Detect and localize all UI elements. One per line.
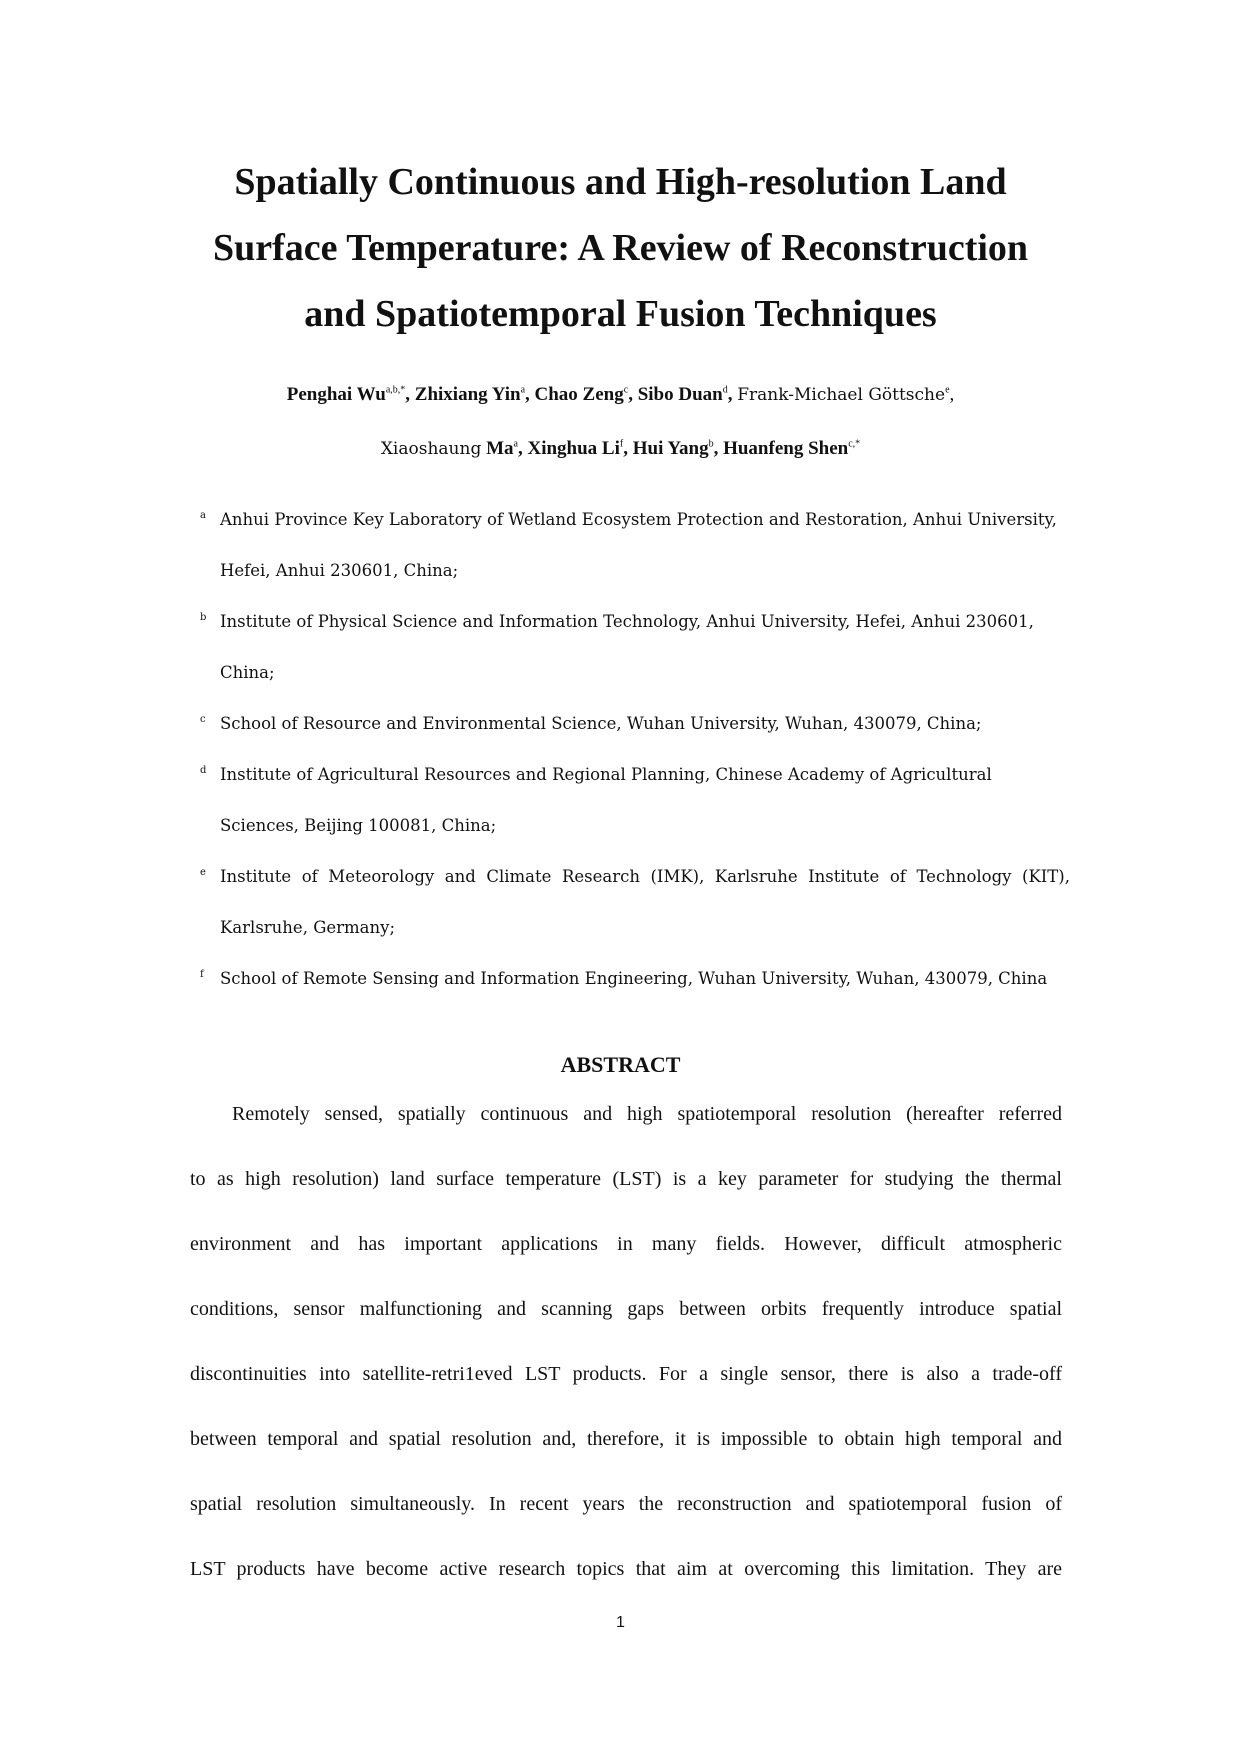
author-sup: c,* (848, 438, 861, 450)
affiliation-mark: b (200, 612, 207, 623)
abstract-line: between temporal and spatial resolution and, therefore, it is impossible to obtain high temporal and (190, 1428, 1062, 1450)
affiliation-text: Institute of Physical Science and Information Technology, Anhui University, Hefei, Anhui 230601, (220, 612, 1034, 631)
title-line-1: Spatially Continuous and High-resolution Land (234, 161, 1007, 203)
affiliation-text: China; (220, 663, 275, 682)
abstract-line: LST products have become active research topics that aim at overcoming this limitation. They are (190, 1558, 1062, 1580)
affiliation-mark: a (200, 510, 206, 521)
author-sup: b (708, 438, 714, 450)
author-sup: a (513, 438, 518, 450)
abstract-line: spatial resolution simultaneously. In recent years the reconstruction and spatiotemporal fusion of (190, 1493, 1062, 1515)
abstract-heading: ABSTRACT (560, 1052, 681, 1077)
author: Chao Zeng (534, 384, 624, 405)
page-number: 1 (616, 1614, 625, 1631)
author: Sibo Duan (637, 384, 723, 405)
affiliation-text: Anhui Province Key Laboratory of Wetland Ecosystem Protection and Restoration, Anhui University, (220, 510, 1057, 529)
title-line-2: Surface Temperature: A Review of Reconstruction (212, 227, 1029, 269)
author: Xiaoshaung (380, 439, 482, 459)
abstract-line: Remotely sensed, spatially continuous and high spatiotemporal resolution (hereafter referred (232, 1103, 1062, 1125)
affiliation-mark: c (200, 714, 206, 725)
affiliation-text: Karlsruhe, Germany; (220, 918, 396, 937)
affiliation-text: Institute of Agricultural Resources and Regional Planning, Chinese Academy of Agricultural (220, 765, 992, 784)
author: Penghai Wu (286, 384, 386, 405)
author: Xinghua Li (527, 438, 620, 459)
affiliation-mark: e (200, 867, 206, 878)
author: Hui Yang (632, 438, 709, 459)
affiliation-text: School of Remote Sensing and Information Engineering, Wuhan University, Wuhan, 430079, China (220, 969, 1048, 988)
affiliation-text: Hefei, Anhui 230601, China; (220, 561, 459, 580)
author: Huanfeng Shen (723, 438, 849, 459)
affiliation-text: Sciences, Beijing 100081, China; (220, 816, 497, 835)
affiliation-text: Institute of Meteorology and Climate Research (IMK), Karlsruhe Institute of Technology (KIT), (220, 867, 1070, 886)
author-sup: c (623, 384, 629, 396)
author: Ma (486, 438, 514, 459)
title-line-3: and Spatiotemporal Fusion Techniques (304, 293, 937, 335)
abstract-line: environment and has important applications in many fields. However, difficult atmospheric (190, 1233, 1062, 1255)
affiliation-mark: d (200, 765, 207, 776)
author-sup: a (520, 384, 526, 396)
author: Zhixiang Yin (414, 384, 521, 405)
author-sup: e (945, 384, 950, 396)
abstract-line: conditions, sensor malfunctioning and scanning gaps between orbits frequently introduce spatial (190, 1298, 1062, 1320)
author-sup: a,b,* (385, 384, 406, 396)
abstract-line: to as high resolution) land surface temperature (LST) is a key parameter for studying the thermal (190, 1168, 1062, 1190)
abstract-line: discontinuities into satellite-retri1eved LST products. For a single sensor, there is also a trade-off (190, 1363, 1062, 1385)
authors-line-2: Xiaoshaung Ma$^a$, Xinghua Li$^f$, Hui Yang$^b$, Huanfeng Shen$^{c,*}$ (380, 438, 861, 459)
author-sup: f (619, 438, 624, 450)
author-sup: d (722, 384, 728, 396)
affiliation-mark: f (200, 969, 204, 980)
affiliation-text: School of Resource and Environmental Science, Wuhan University, Wuhan, 430079, China; (220, 714, 982, 733)
author: Frank-Michael Göttsche (737, 385, 946, 405)
authors-line-1: Penghai $Wu^{a,b,*}$, Zhixiang Yin$^a$, Chao Zeng$^c$, Sibo Duan$^d$, Frank-Michael Göttsche$^e$, (286, 384, 955, 405)
